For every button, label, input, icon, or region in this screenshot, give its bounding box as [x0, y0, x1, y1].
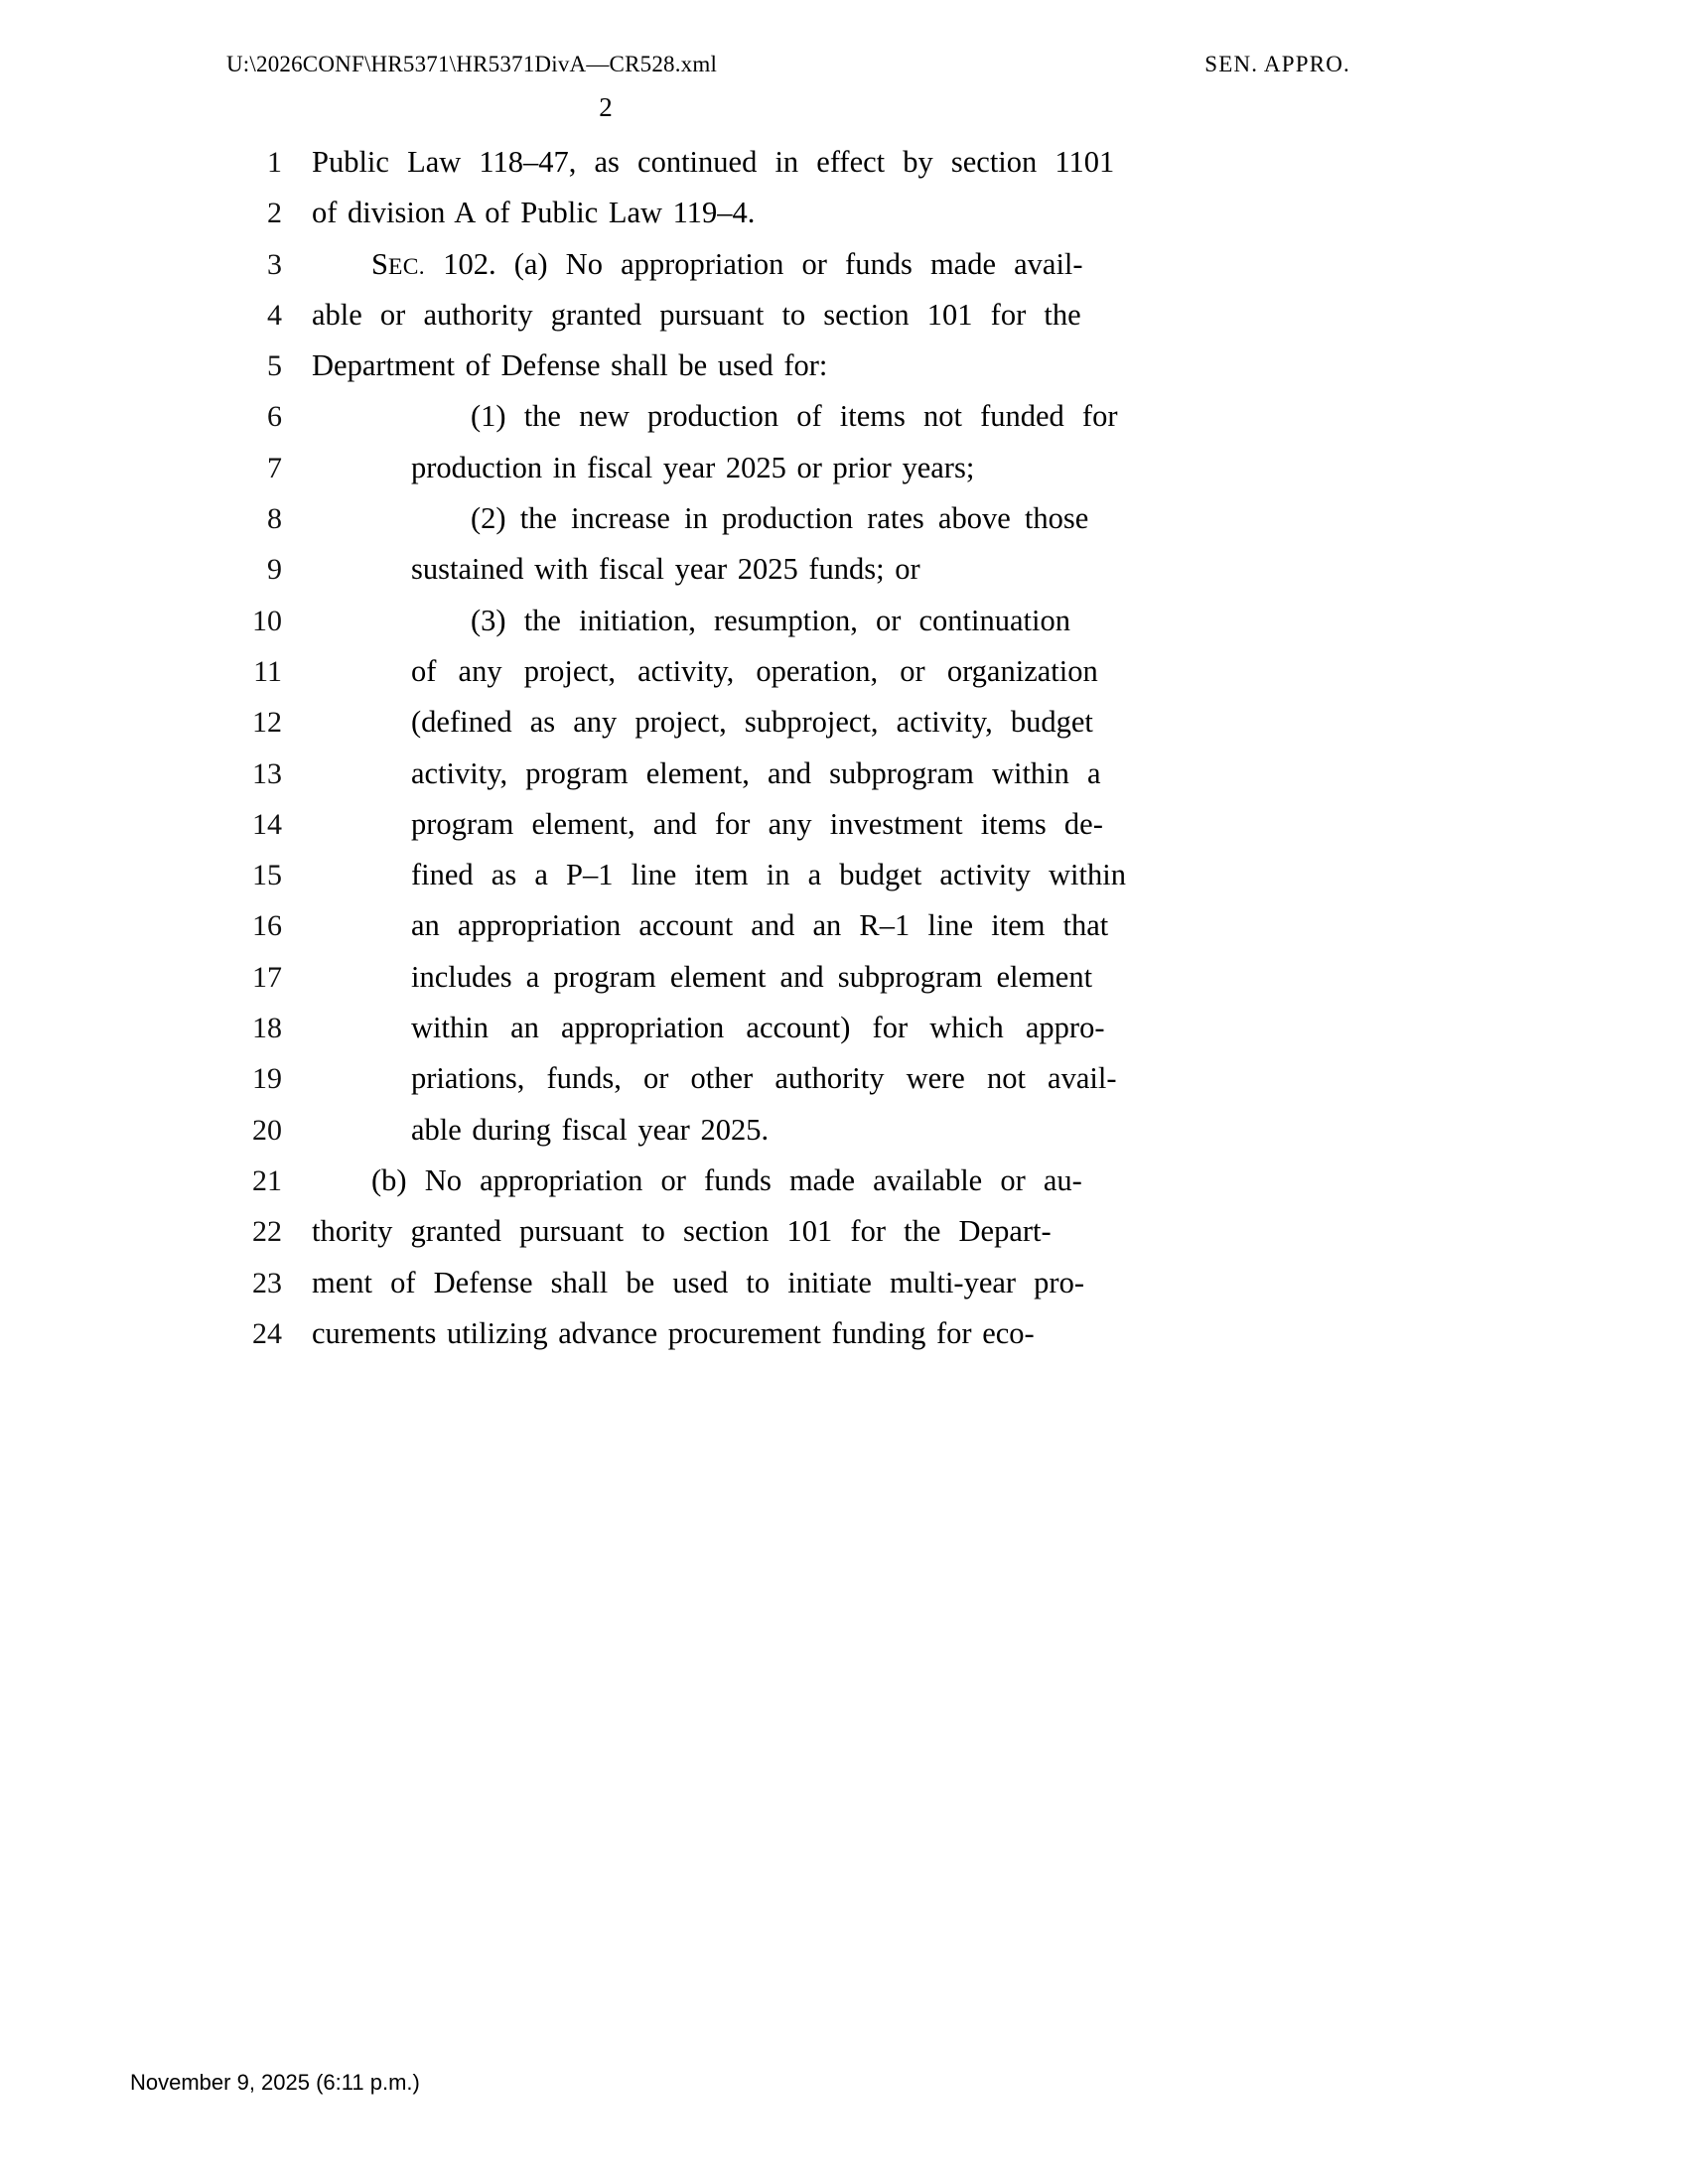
- line-text: able during fiscal year 2025.: [411, 1112, 770, 1147]
- line-text: production in fiscal year 2025 or prior years;: [411, 450, 975, 484]
- text-line: [226, 900, 1366, 951]
- footer-timestamp: November 9, 2025 (6:11 p.m.): [130, 2070, 420, 2095]
- line-number: 19: [252, 1062, 282, 1096]
- line-number: 10: [252, 604, 282, 637]
- section-label-smallcaps: EC.: [387, 253, 426, 280]
- text-line: [226, 697, 1366, 748]
- line-text: able or authority granted pursuant to section 101 for the: [312, 297, 1081, 332]
- line-number: 8: [267, 502, 282, 536]
- line-text: (2) the increase in production rates above those: [471, 501, 1089, 536]
- line-number: 24: [252, 1316, 282, 1350]
- line-text: ment of Defense shall be used to initiate multi-year pro-: [312, 1265, 1084, 1299]
- line-text: (b) No appropriation or funds made available or au-: [371, 1162, 1082, 1197]
- line-text: an appropriation account and an R–1 line item that: [411, 908, 1109, 943]
- line-text: fined as a P–1 line item in a budget activity within: [411, 858, 1126, 892]
- text-line: [226, 391, 1366, 442]
- line-text: priations, funds, or other authority were not avail-: [411, 1061, 1117, 1096]
- text-line: [226, 952, 1366, 1003]
- line-number: 21: [252, 1163, 282, 1197]
- text-line: [226, 137, 1366, 188]
- line-number: 12: [252, 706, 282, 740]
- line-text: (defined as any project, subproject, activity, budget: [411, 705, 1093, 740]
- line-number: 23: [252, 1266, 282, 1299]
- text-line: [226, 239, 1366, 290]
- text-line: [226, 749, 1366, 799]
- line-number: 18: [252, 1012, 282, 1045]
- line-text: curements utilizing advance procurement funding for eco-: [312, 1315, 1035, 1350]
- line-text-remainder: 102. (a) No appropriation or funds made avail-: [425, 246, 1083, 281]
- text-line: [226, 1156, 1366, 1206]
- line-text: within an appropriation account) for which appro-: [411, 1011, 1105, 1045]
- line-number: 4: [267, 298, 282, 332]
- line-number: 5: [267, 349, 282, 383]
- line-number: 3: [267, 247, 282, 281]
- line-number: 7: [267, 451, 282, 484]
- text-line: [226, 1053, 1366, 1104]
- line-number: 20: [252, 1113, 282, 1147]
- text-line: [226, 646, 1366, 697]
- running-header: [226, 52, 1366, 77]
- line-text: includes a program element and subprogram element: [411, 959, 1093, 994]
- line-text: (3) the initiation, resumption, or continuation: [471, 603, 1070, 637]
- text-line: [226, 443, 1366, 493]
- line-text: Public Law 118–47, as continued in effect by section 1101: [312, 145, 1115, 179]
- text-line: [226, 188, 1366, 238]
- line-text: (1) the new production of items not funded for: [471, 399, 1118, 434]
- text-line: [226, 341, 1366, 391]
- text-line: [226, 1003, 1366, 1053]
- line-text: of division A of Public Law 119–4.: [312, 196, 756, 230]
- line-text: thority granted pursuant to section 101 for the Depart-: [312, 1214, 1052, 1249]
- line-number: 14: [252, 807, 282, 841]
- text-line: [226, 596, 1366, 646]
- text-line: [226, 1206, 1366, 1257]
- line-number: 1: [267, 146, 282, 179]
- header-document-stamp: SEN. APPRO.: [1204, 52, 1350, 76]
- section-label: [371, 247, 425, 281]
- bill-text-body: [226, 137, 1366, 1359]
- line-number: 2: [267, 197, 282, 230]
- line-number: 11: [253, 654, 282, 688]
- text-line: [226, 1258, 1366, 1308]
- line-text: of any project, activity, operation, or organization: [411, 653, 1098, 688]
- line-text: sustained with fiscal year 2025 funds; or: [411, 552, 920, 587]
- text-line: [226, 1308, 1366, 1359]
- text-line: [226, 544, 1366, 595]
- line-number: 17: [252, 960, 282, 994]
- header-file-path: U:\2026CONF\HR5371\HR5371DivA—CR528.xml: [226, 52, 718, 76]
- line-number: 22: [252, 1215, 282, 1249]
- text-line: [226, 799, 1366, 850]
- text-line: [226, 850, 1366, 900]
- text-line: [226, 1105, 1366, 1156]
- line-number: 16: [252, 909, 282, 943]
- line-number: 15: [252, 859, 282, 892]
- page-number: 2: [599, 92, 613, 122]
- line-number: 13: [252, 756, 282, 790]
- line-text: activity, program element, and subprogram within a: [411, 755, 1101, 790]
- line-text: [371, 239, 1366, 293]
- text-line: [226, 290, 1366, 341]
- line-text: program element, and for any investment items de-: [411, 806, 1103, 841]
- line-text: Department of Defense shall be used for:: [312, 348, 828, 383]
- line-number: 9: [267, 553, 282, 587]
- line-number: 6: [267, 400, 282, 434]
- section-label-initial: S: [371, 246, 388, 281]
- text-line: [226, 493, 1366, 544]
